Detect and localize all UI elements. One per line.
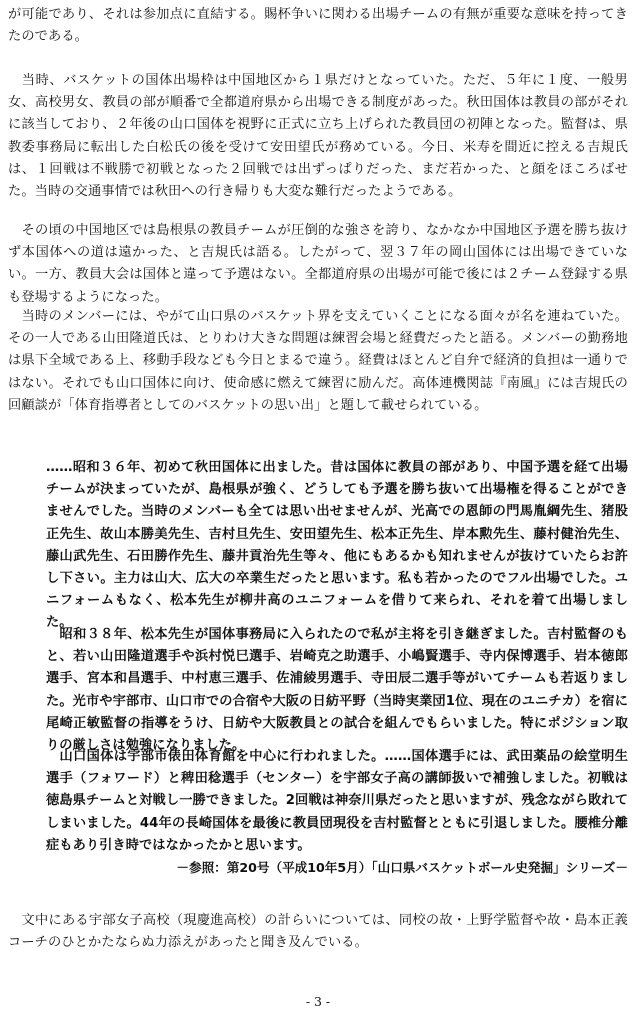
reference-citation: －参照：第20号（平成10年5月）「山口県バスケットボール史発掘」シリーズ－ — [176, 860, 628, 875]
quote-paragraph-2: 昭和３８年、松本先生が国体事務局に入られたので私が主将を引き継ぎました。吉村監督のもと、若い山田隆道選手や浜村悦巳選手、岩崎克之助選手、小嶋賢選手、寺内保博選手、岩本徳郎選手、宮本和昌選手、中村恵三選手、佐浦綾男選手、寺田辰二選手等がいてチームも若返りました。光市や宇部市、山口市での合宿や大阪の日紡平野（当時実業団1位、現在のユニチカ）を宿に尾崎正敏監督の指導をうけ、日紡や大阪教員との試合を組んでもらいました。特にポジション取りの厳しさは勉強になりました。 — [46, 627, 628, 754]
closing-paragraph: 文中にある宇部女子高校（現慶進高校）の計らいについては、同校の故・上野学監督や故・島本正義コーチのひとかたならぬ力添えがあったと聞き及んでいる。 — [8, 913, 628, 951]
body-paragraph-3: その頃の中国地区では島根県の教員チームが圧倒的な強さを誇り、なかなか中国地区予選を勝ち抜けず本国体への道は遠かった、と吉規氏は語る。したがって、翌３７年の岡山国体には出場できていない。一方、教員大会は国体と違って予選はない。全都道府県の出場が可能で後には２チーム登録する県も登場するようになった。 — [8, 223, 628, 305]
body-paragraph-1: が可能であり、それは参加点に直結する。賜杯争いに関わる出場チームの有無が重要な意味を持ってきたのである。 — [8, 7, 628, 45]
quote-paragraph-3: 山口国体は宇部市俵田体育館を中心に行われました。……国体選手には、武田薬品の絵堂明生選手（フォワード）と稗田稔選手（センター）を宇部女子高の講師扱いで補強しました。初戦は徳島県チームと対戦し一勝できました。2回戦は神奈川県だったと思いますが、残念ながら敗れてしまいました。44年の長崎国体を最後に教員団現役を吉村監督とともに引退しました。腰椎分離症もあり引き時ではなかったかと思います。 — [46, 749, 628, 853]
page-number: - 3 - — [305, 994, 331, 1009]
body-paragraph-2: 当時、バスケットの国体出場枠は中国地区から１県だけとなっていた。ただ、５年に１度、一般男女、高校男女、教員の部が順番で全都道府県から出場できる制度があった。秋田国体は教員の部がそれに該当しており、２年後の山口国体を視野に正式に立ち上げられた教員団の初陣となった。監督は、県教委事務局に転出した白松氏の後を受けて安田望氏が務めている。今日、米寿を間近に控える吉規氏は、１回戦は不戦勝で初戦となった２回戦では出ずっぱりだった、まだ若かった、と顔をほころばせた。当時の交通事情では秋田への行き帰りも大変な難行だったようである。 — [8, 73, 628, 200]
quote-paragraph-1: ……昭和３６年、初めて秋田国体に出ました。昔は国体に教員の部があり、中国予選を経て出場チームが決まっていたが、島根県が強く、どうしても予選を勝ち抜いて出場権を得ることができませんでした。当時のメンバーも全ては思い出せませんが、光高での恩師の門馬胤綱先生、猪股正先生、故山本勝美先生、吉村旦先生、安田望先生、松本正先生、岸本勲先生、藤村健治先生、藤山武先生、石田勝作先生、藤井貢治先生等々、他にもあるかも知れませんが抜けていたらお許し下さい。主力は山大、広大の卒業生だったと思います。私も若かったのでフル出場でした。ユニフォームもなく、松本先生が柳井高のユニフォームを借りて来られ、それを着て出場しました。 — [46, 460, 628, 631]
body-paragraph-4: 当時のメンバーには、やがて山口県のバスケット界を支えていくことになる面々が名を連ねていた。その一人である山田隆道氏は、とりわけ大きな問題は練習会場と経費だったと語る。メンバーの勤務地は県下全域である上、移動手段なども今日とまるで違う。経費はほとんど自弁で経済的負担は一通りではない。それでも山口国体に向け、使命感に燃えて練習に励んだ。高体連機関誌『南風』には吉規氏の回顧談が「体育指導者としてのバスケットの思い出」と題して載せられている。 — [8, 309, 628, 413]
